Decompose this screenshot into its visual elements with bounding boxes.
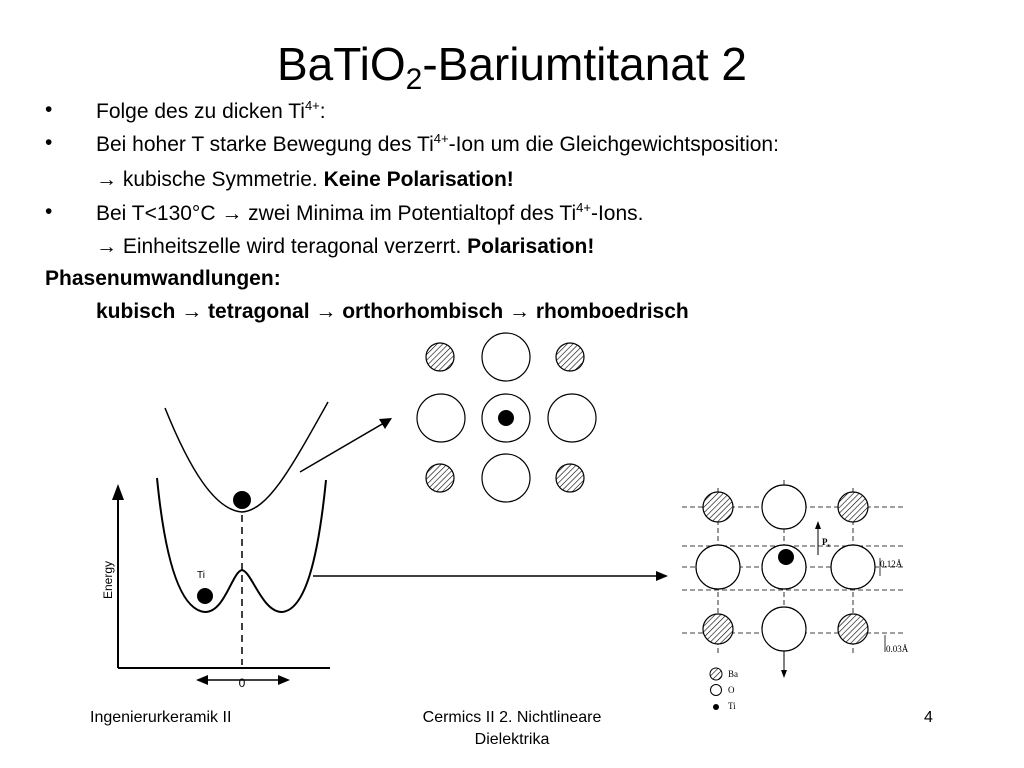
o-legend-icon: [711, 685, 722, 696]
legend-ti: Ti: [728, 701, 736, 711]
footer-center: [380, 707, 644, 751]
energy-axis-label: Energy: [101, 560, 115, 600]
bullet-text: -Ions.: [590, 202, 644, 225]
superscript: 4+: [304, 98, 320, 113]
footer-center-line2: Dielektrika: [474, 731, 550, 748]
ba-ion: [556, 464, 584, 492]
ti-legend-icon: [713, 704, 719, 710]
ps-label: $P_s$: [822, 537, 830, 549]
footer-left: Ingenierurkeramik II: [90, 709, 232, 726]
bullet-text: Folge des zu dicken Ti: [96, 100, 305, 123]
o-ion: [482, 454, 530, 502]
shift-label-2: 0.03Å: [886, 644, 909, 654]
arrow-icon: [656, 571, 668, 581]
ti-ion-displaced: [197, 588, 213, 604]
ba-ion: [838, 492, 868, 522]
bullet-text: :: [319, 100, 326, 123]
bullet-text: Bei T<130°C → zwei Minima im Potentialtopf des Ti: [96, 202, 577, 225]
ti-ion-center: [233, 491, 251, 509]
o-ion: [548, 394, 596, 442]
superscript: 4+: [576, 200, 591, 215]
legend: [710, 668, 738, 711]
pointer-arrows: [300, 418, 668, 581]
phase-sequence: kubisch → tetragonal → orthorhombisch → rhomboedrisch: [96, 300, 689, 323]
arrow-icon: [379, 418, 392, 429]
ba-legend-icon: [710, 668, 722, 680]
ba-ion: [703, 492, 733, 522]
ba-ion: [426, 464, 454, 492]
o-ion: [762, 607, 806, 651]
page-number: 4: [924, 709, 933, 726]
tetragonal-unit-cell: [682, 480, 909, 711]
ba-ion: [426, 343, 454, 371]
title-subscript: 2: [405, 63, 423, 96]
ti-ion: [778, 549, 794, 565]
arrow-right-icon: [278, 675, 290, 685]
ba-ion: [703, 614, 733, 644]
ba-ion: [556, 343, 584, 371]
ti-ion: [498, 410, 514, 426]
arrow-down-icon: [781, 670, 787, 678]
legend-ba: Ba: [728, 669, 738, 679]
sub-line-emphasis: Polarisation!: [467, 235, 595, 258]
ti-label: Ti: [197, 570, 205, 581]
arrow-up-icon: [112, 484, 124, 500]
zero-label: 0: [238, 676, 246, 690]
sub-line-emphasis: Keine Polarisation!: [323, 168, 514, 191]
bullet-marker: •: [45, 200, 53, 223]
sub-line-text: → kubische Symmetrie.: [96, 168, 324, 191]
o-ion: [831, 545, 875, 589]
arrow-up-icon: [815, 521, 821, 529]
bullet-marker: •: [45, 98, 53, 121]
o-ion: [762, 485, 806, 529]
energy-diagram: [101, 402, 330, 690]
title-main: BaTiO: [276, 38, 406, 90]
bullet-text: Bei hoher T starke Bewegung des Ti: [96, 133, 434, 156]
shift-label-1: 0.12Å: [880, 559, 903, 569]
o-ion: [417, 394, 465, 442]
o-ion: [482, 333, 530, 381]
bullet-marker: •: [45, 131, 53, 154]
title-rest: -Bariumtitanat 2: [422, 38, 748, 90]
legend-o: O: [728, 685, 735, 695]
phase-heading: Phasenumwandlungen:: [45, 267, 281, 290]
sub-line-text: → Einheitszelle wird teragonal verzerrt.: [96, 235, 468, 258]
superscript: 4+: [433, 131, 449, 146]
ba-ion: [838, 614, 868, 644]
footer-center-line1: Cermics II 2. Nichtlineare: [422, 709, 602, 726]
o-ion: [696, 545, 740, 589]
arrow-left-icon: [196, 675, 208, 685]
bullet-text: -Ion um die Gleichgewichtsposition:: [448, 133, 779, 156]
cubic-unit-cell: [417, 333, 596, 502]
